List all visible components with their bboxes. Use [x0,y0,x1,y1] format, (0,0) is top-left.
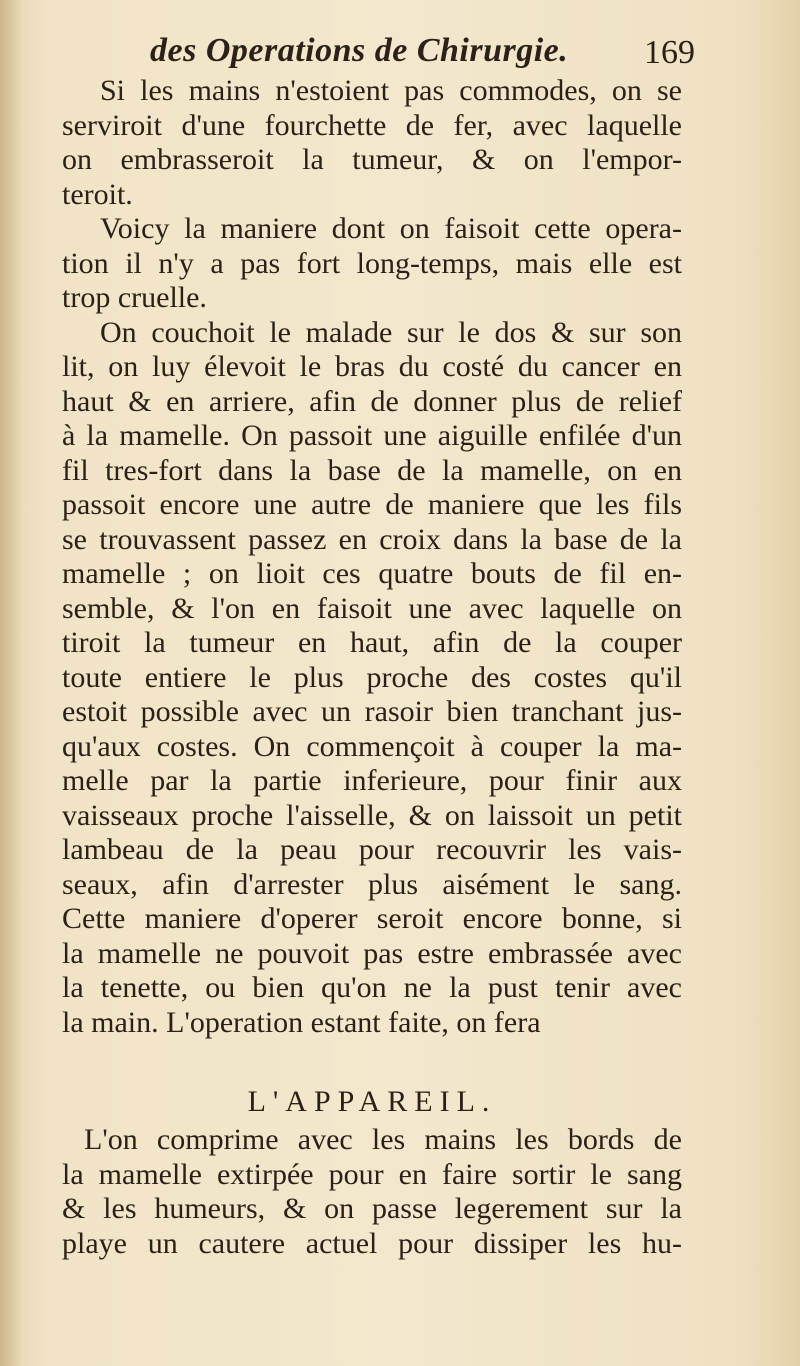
binding-gutter [0,0,22,1366]
text-line: passoit encore une autre de maniere que les fils [62,488,682,521]
text-line: la mamelle ne pouvoit pas estre embrassée avec [62,936,682,970]
text-line: Voicy la maniere dont on faisoit cette opera- [100,212,682,245]
text-line: Cette maniere d'operer seroit encore bonne, si [62,902,682,935]
text-line: seaux, afin d'arrester plus aisément le sang. [62,867,682,901]
text-line: L'on comprime avec les mains les bords de [84,1123,682,1156]
text-line: serviroit d'une fourchette de fer, avec laquelle [62,108,682,142]
text-line: à la mamelle. On passoit une aiguille enfilée d'un [62,419,682,452]
text-line: On couchoit le malade sur le dos & sur son [100,315,682,349]
text-line: vaisseaux proche l'aisselle, & on laissoit un petit [62,798,682,832]
text-line: la mamelle extirpée pour en faire sortir le sang [62,1157,682,1191]
page-number: 169 [644,34,695,71]
text-line: la main. L'operation estant faite, on fera [62,1005,541,1039]
text-line: toute entiere le plus proche des costes qu'il [62,660,682,694]
text-line: melle par la partie inferieure, pour finir aux [62,764,682,797]
text-line: qu'aux costes. On commençoit à couper la ma- [62,729,682,763]
text-line: lambeau de la peau pour recouvrir les vais- [62,833,682,866]
section-heading: L'APPAREIL. [247,1085,497,1118]
text-line: tiroit la tumeur en haut, afin de la couper [62,626,682,659]
text-line: Si les mains n'estoient pas commodes, on se [100,74,682,107]
text-line: playe un cautere actuel pour dissiper les hu- [62,1226,682,1260]
text-line: teroit. [62,177,133,211]
running-head-title: des Operations de Chirurgie. [150,32,569,69]
text-line: fil tres-fort dans la base de la mamelle, on en [62,453,682,487]
text-line: & les humeurs, & on passe legerement sur la [62,1192,682,1225]
body-text [62,74,682,1040]
text-line: semble, & l'on en faisoit une avec laquelle on [62,591,682,625]
text-line: se trouvassent passez en croix dans la base de la [62,522,682,556]
text-line: haut & en arriere, afin de donner plus de relief [62,384,682,418]
text-line: on embrasseroit la tumeur, & on l'empor- [62,143,682,176]
section-text [62,1123,682,1261]
text-line: la tenette, ou bien qu'on ne la pust tenir avec [62,971,682,1004]
text-line: tion il n'y a pas fort long-temps, mais elle est [62,246,682,280]
text-line: estoit possible avec un rasoir bien tranchant jus- [62,695,682,728]
text-line: trop cruelle. [62,281,207,314]
text-line: lit, on luy élevoit le bras du costé du cancer en [62,350,682,383]
text-line: mamelle ; on lioit ces quatre bouts de fil en- [62,557,682,590]
